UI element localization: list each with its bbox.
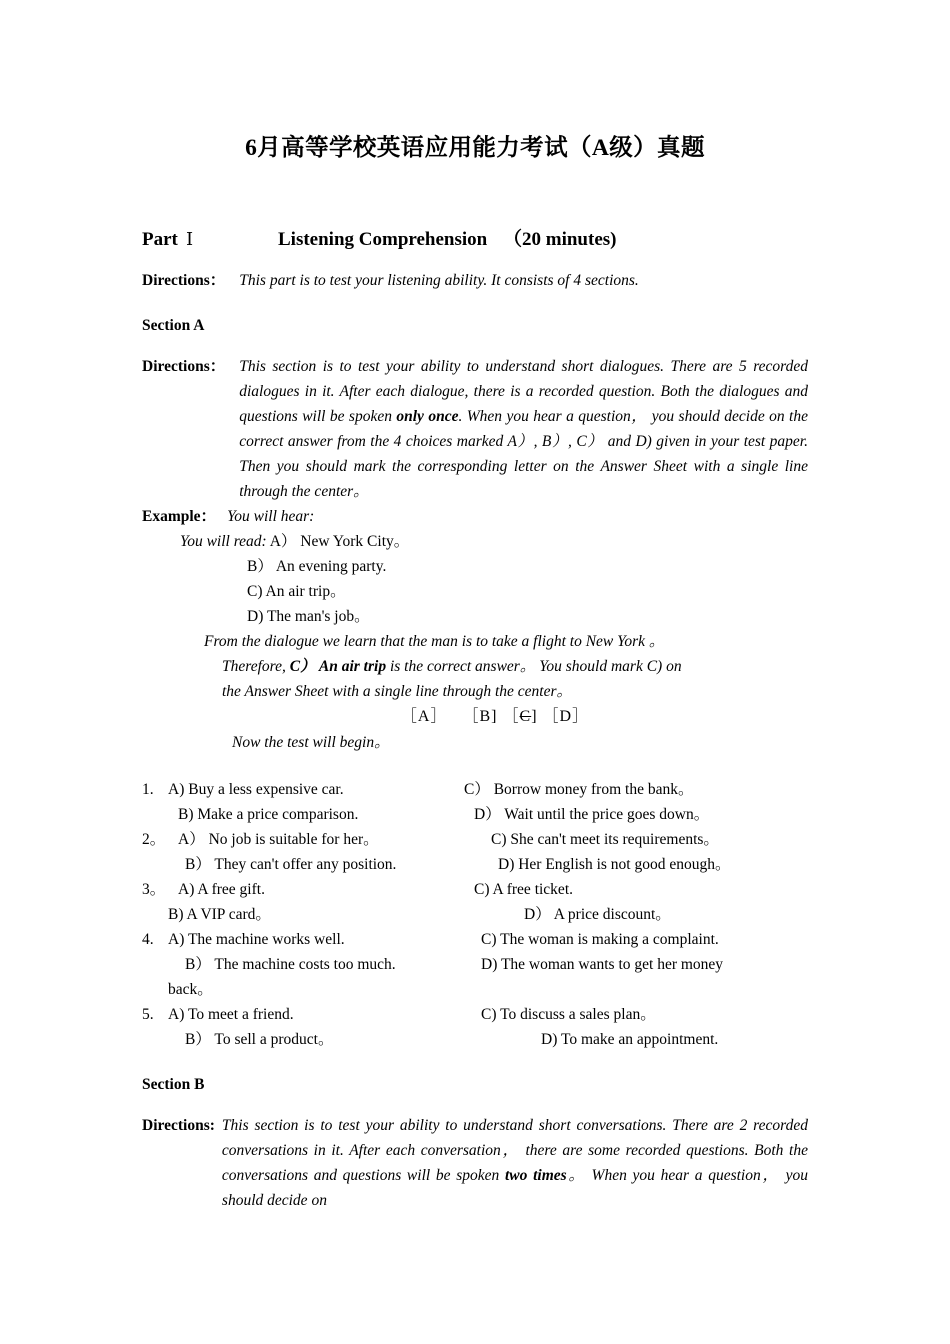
question-4-line-1 bbox=[142, 927, 808, 952]
question-1-line-1 bbox=[142, 777, 808, 802]
example-option-a: A） New York City。 bbox=[269, 533, 410, 550]
part-directions bbox=[142, 268, 808, 293]
question-5 bbox=[142, 1002, 808, 1052]
sb-dir-emphasis-two-times: two times bbox=[504, 1167, 567, 1184]
part-numeral: Ⅰ bbox=[186, 229, 194, 249]
answer-mark-a: ［A］ bbox=[400, 708, 448, 725]
question-4 bbox=[142, 927, 808, 1002]
sa-dir-text-2: . When you hear a question， you should decide on the correct answer from the 4 choices marked A）, B）, C） and D) given in your test paper. Then you should mark the corresponding letter on the Answer Sheet with a single line through the center。 bbox=[239, 408, 808, 500]
question-4-number: 4. bbox=[142, 931, 154, 948]
question-5-option-a[interactable]: A) To meet a friend. bbox=[168, 1006, 294, 1023]
sb-dir-text-2: 。 When you hear a question， you should decide on bbox=[221, 1167, 808, 1209]
question-3-option-d[interactable]: D） A price discount。 bbox=[524, 906, 671, 923]
question-1-option-d[interactable]: D） Wait until the price goes down。 bbox=[474, 806, 710, 823]
question-4-option-b[interactable]: B） The machine costs too much. bbox=[185, 956, 396, 973]
example-expl-2a: Therefore, bbox=[222, 658, 290, 675]
example-read-row bbox=[180, 529, 808, 554]
question-2-number: 2。 bbox=[142, 831, 166, 848]
question-4-line-2 bbox=[142, 952, 808, 977]
example-you-will-read-label: You will read: bbox=[180, 533, 267, 550]
question-3-line-2 bbox=[142, 902, 808, 927]
answer-mark-c: ［C] bbox=[502, 708, 538, 725]
example-correct-answer: C） An air trip bbox=[289, 658, 387, 675]
question-1-number: 1. bbox=[142, 781, 154, 798]
question-5-option-b[interactable]: B） To sell a product。 bbox=[185, 1031, 334, 1048]
example-option-d-row: D) The man's job。 bbox=[247, 608, 370, 625]
part-heading bbox=[142, 224, 808, 251]
question-4-option-d-continued: back。 bbox=[168, 981, 213, 998]
question-1-option-a[interactable]: A) Buy a less expensive car. bbox=[168, 781, 344, 798]
page-title: 6月高等学校英语应用能力考试（A级）真题 bbox=[245, 135, 705, 161]
question-4-option-c[interactable]: C) The woman is making a complaint. bbox=[481, 931, 719, 948]
section-a-directions bbox=[142, 354, 808, 504]
example-you-will-hear: You will hear: bbox=[227, 508, 315, 525]
sb-dir-text-1: This section is to test your ability to understand short conversations. There are 2 recorded conversations in it. After each conversation， there are some recorded questions. Both the conversations and questions will be spoken bbox=[221, 1117, 808, 1184]
question-4-option-d[interactable]: D) The woman wants to get her money bbox=[481, 956, 724, 973]
answer-mark-c-struck: C bbox=[519, 708, 532, 725]
question-1-line-2 bbox=[142, 802, 808, 827]
example-option-c-row: C) An air trip。 bbox=[247, 583, 346, 600]
page-content bbox=[142, 0, 808, 1213]
section-b-directions-label: Directions: bbox=[142, 1117, 215, 1134]
question-1 bbox=[142, 777, 808, 827]
question-2-line-2 bbox=[142, 852, 808, 877]
example-explanation-line-1: From the dialogue we learn that the man is to take a flight to New York 。 bbox=[204, 633, 665, 650]
example-now-begin: Now the test will begin。 bbox=[232, 734, 390, 751]
section-b-directions bbox=[142, 1113, 808, 1213]
question-3-number: 3。 bbox=[142, 881, 166, 898]
question-3 bbox=[142, 877, 808, 927]
section-b-heading: Section B bbox=[142, 1076, 205, 1093]
question-1-option-b[interactable]: B) Make a price comparison. bbox=[178, 806, 359, 823]
question-5-number: 5. bbox=[142, 1006, 154, 1023]
question-3-option-c[interactable]: C) A free ticket. bbox=[474, 881, 573, 898]
question-2-option-a[interactable]: A） No job is suitable for her。 bbox=[178, 831, 379, 848]
part-directions-label: Directions： bbox=[142, 272, 226, 289]
section-b-directions-text bbox=[222, 1113, 808, 1213]
section-a-directions-text bbox=[239, 354, 808, 504]
question-5-line-2 bbox=[142, 1027, 808, 1052]
example-explanation-line-2 bbox=[222, 654, 808, 679]
sa-dir-emphasis-only-once: only once bbox=[396, 408, 459, 425]
part-directions-text: This part is to test your listening ability. It consists of 4 sections. bbox=[239, 272, 639, 289]
sa-dir-text-1: This section is to test your ability to understand short dialogues. There are 5 recorded dialogues in it. After each dialogue, there is a recorded question. Both the dialogues and questions will be spoken bbox=[239, 358, 808, 425]
example-explanation bbox=[204, 629, 808, 704]
answer-mark-d: ［D］ bbox=[542, 708, 590, 725]
example-label: Example： bbox=[142, 508, 217, 525]
example-expl-2b: is the correct answer。 You should mark C) on bbox=[386, 658, 682, 675]
example-answer-marks bbox=[182, 704, 808, 730]
question-2-line-1 bbox=[142, 827, 808, 852]
answer-mark-b: ［B] bbox=[462, 708, 498, 725]
question-5-option-c[interactable]: C) To discuss a sales plan。 bbox=[481, 1006, 656, 1023]
part-time-allowance: （20 minutes) bbox=[503, 229, 617, 250]
example-explanation-line-3: the Answer Sheet with a single line through the center。 bbox=[222, 683, 572, 700]
question-4-option-a[interactable]: A) The machine works well. bbox=[168, 931, 345, 948]
part-label: Part bbox=[142, 229, 178, 250]
example-option-b-row: B） An evening party. bbox=[247, 558, 387, 575]
section-a-directions-label: Directions： bbox=[142, 358, 226, 375]
section-a-heading: Section A bbox=[142, 317, 205, 334]
question-2 bbox=[142, 827, 808, 877]
question-3-option-a[interactable]: A) A free gift. bbox=[178, 881, 265, 898]
question-1-option-c[interactable]: C） Borrow money from the bank。 bbox=[464, 781, 694, 798]
question-5-option-d[interactable]: D) To make an appointment. bbox=[541, 1031, 719, 1048]
question-list bbox=[142, 777, 808, 1052]
question-5-line-1 bbox=[142, 1002, 808, 1027]
example-hear-row bbox=[142, 504, 808, 529]
question-3-option-b[interactable]: B) A VIP card。 bbox=[168, 906, 271, 923]
question-2-option-c[interactable]: C) She can't meet its requirements。 bbox=[491, 831, 719, 848]
part-title: Listening Comprehension bbox=[278, 229, 488, 250]
question-2-option-d[interactable]: D) Her English is not good enough。 bbox=[498, 856, 731, 873]
question-3-line-1 bbox=[142, 877, 808, 902]
question-2-option-b[interactable]: B） They can't offer any position. bbox=[185, 856, 397, 873]
